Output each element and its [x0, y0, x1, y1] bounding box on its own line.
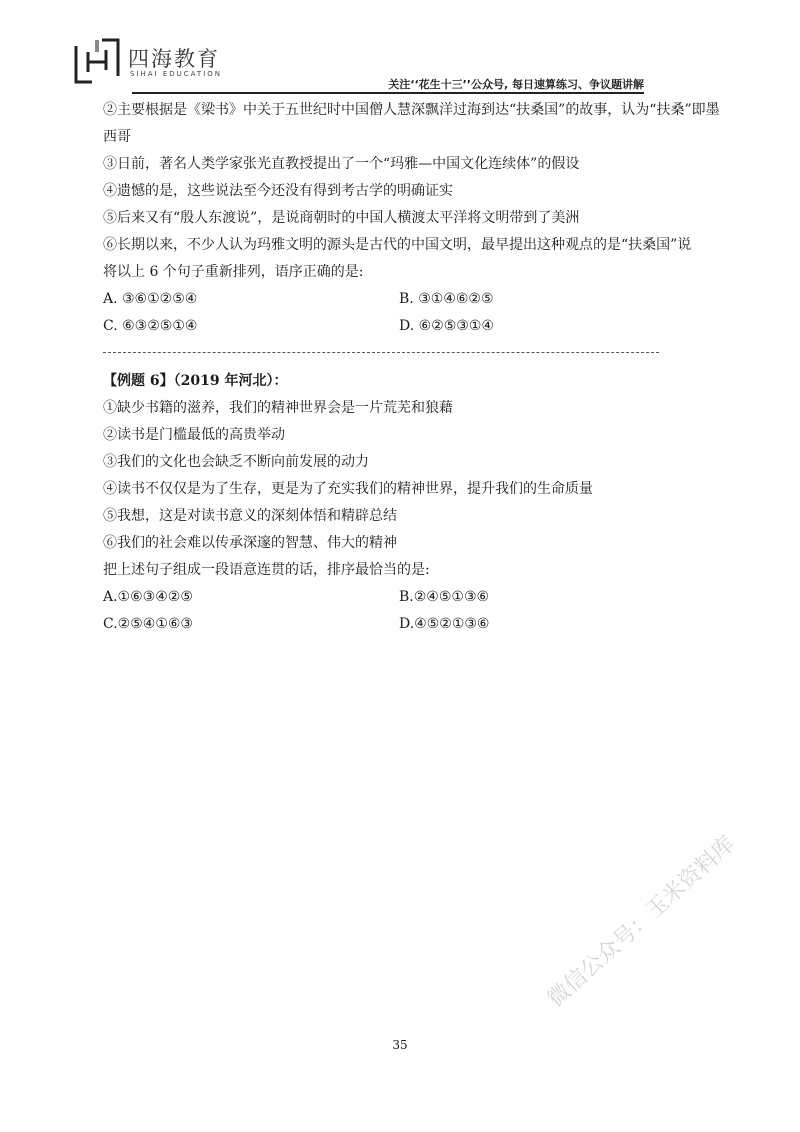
sentence-1: ①缺少书籍的滋养，我们的精神世界会是一片荒芜和狼藉 — [103, 400, 453, 416]
question-prompt: 把上述句子组成一段语意连贯的话，排序最恰当的是: — [103, 562, 430, 578]
question-5-body — [103, 97, 723, 340]
header-rule — [132, 92, 644, 94]
option-d: D. ⑥②⑤③①④ — [399, 318, 494, 334]
option-d: D.④⑤②①③⑥ — [399, 616, 490, 632]
watermark: 微信公众号：玉米资料库 — [543, 831, 740, 1013]
option-c: C. ⑥③②⑤①④ — [103, 318, 198, 334]
sentence-4: ④遗憾的是，这些说法至今还没有得到考古学的明确证实 — [103, 183, 453, 199]
question-prompt: 将以上 6 个句子重新排列，语序正确的是: — [103, 264, 364, 280]
section-divider — [103, 352, 659, 353]
logo-text: 四海教育 — [128, 47, 220, 71]
sentence-6: ⑥我们的社会难以传承深邃的智慧、伟大的精神 — [103, 535, 397, 551]
options-row — [103, 584, 723, 611]
option-b: B. ③①④⑥②⑤ — [399, 291, 494, 307]
page-number: 35 — [392, 1038, 408, 1052]
sentence-2: ②读书是门槛最低的高贵举动 — [103, 427, 285, 443]
question-heading: 【例题 6】（2019 年河北）： — [103, 373, 288, 389]
sentence-6: ⑥长期以来，不少人认为玛雅文明的源头是古代的中国文明，最早提出这种观点的是“扶桑国”说 — [103, 237, 692, 253]
sentence-2: ②主要根据是《梁书》中关于五世纪时中国僧人慧深飘洋过海到达“扶桑国”的故事，认为“扶桑”即墨西哥 — [103, 102, 720, 145]
sentence-3: ③日前，著名人类学家张光直教授提出了一个“玛雅—中国文化连续体”的假设 — [103, 156, 580, 172]
option-c: C.②⑤④①⑥③ — [103, 616, 193, 632]
options-row — [103, 313, 723, 340]
option-b: B.②④⑤①③⑥ — [399, 589, 490, 605]
option-a: A.①⑥③④②⑤ — [103, 589, 193, 605]
question-6-body — [103, 368, 723, 638]
sentence-4: ④读书不仅仅是为了生存，更是为了充实我们的精神世界，提升我们的生命质量 — [103, 481, 593, 497]
sentence-5: ⑤后来又有“殷人东渡说”，是说商朝时的中国人横渡太平洋将文明带到了美洲 — [103, 210, 580, 226]
option-a: A. ③⑥①②⑤④ — [103, 291, 198, 307]
sentence-5: ⑤我想，这是对读书意义的深刻体悟和精辟总结 — [103, 508, 397, 524]
logo-subtext: SIHAI EDUCATION — [130, 70, 223, 78]
logo-icon — [74, 38, 120, 84]
sentence-3: ③我们的文化也会缺乏不断向前发展的动力 — [103, 454, 369, 470]
options-row — [103, 286, 723, 313]
options-row — [103, 611, 723, 638]
header-note: 关注‘‘花生十三’’公众号, 每日速算练习、争议题讲解 — [388, 78, 644, 91]
